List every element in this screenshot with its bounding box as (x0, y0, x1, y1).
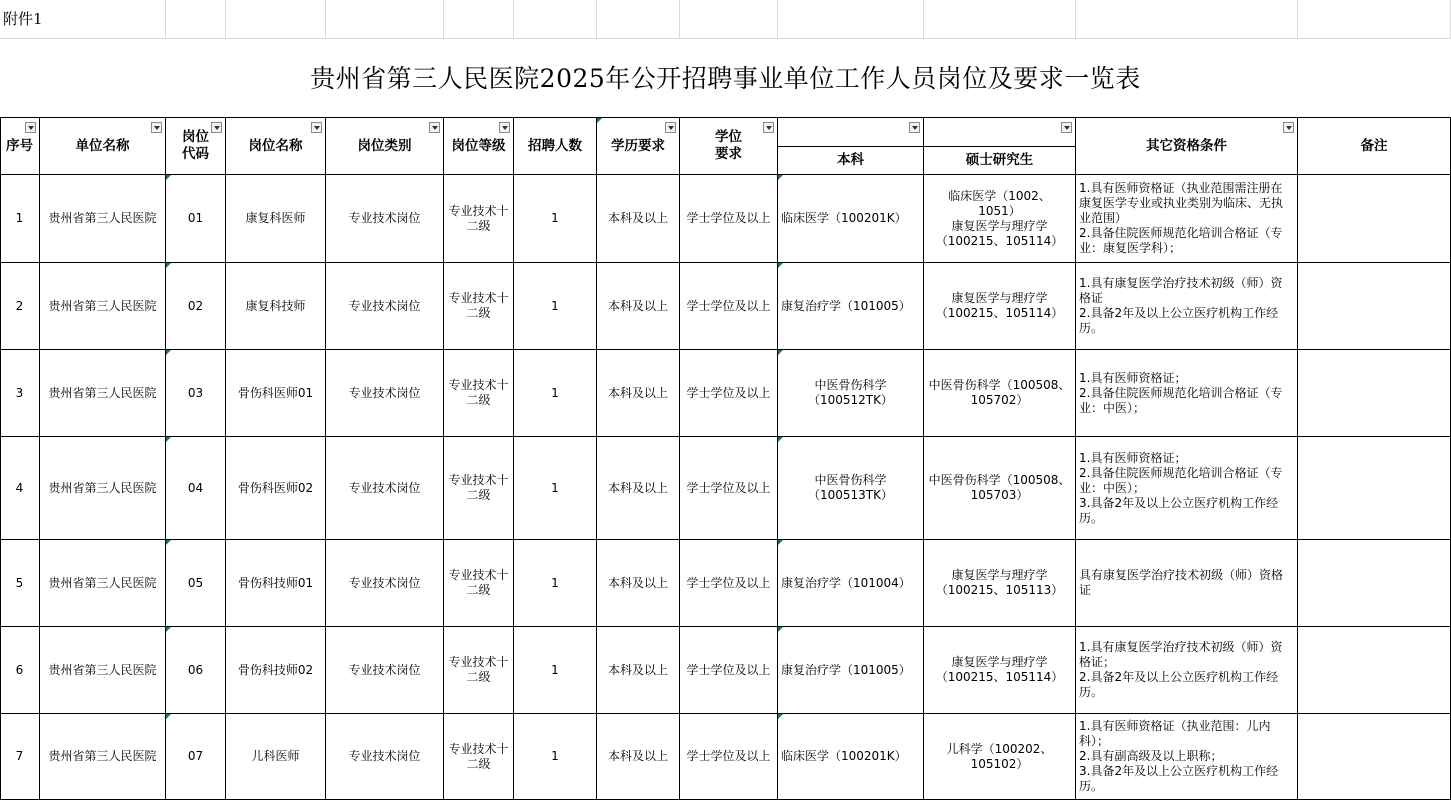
cell-major-undergrad[interactable] (778, 350, 924, 437)
cell-post-type-text: 专业技术岗位 (348, 385, 421, 400)
cell-remarks[interactable] (1298, 175, 1451, 263)
cell-unit[interactable] (40, 714, 166, 800)
cell-count[interactable] (514, 627, 597, 714)
header-count-text: 招聘人数 (528, 137, 582, 154)
header-unit-text: 单位名称 (75, 137, 130, 154)
cell-degree[interactable] (680, 627, 778, 714)
cell-major-master[interactable] (924, 437, 1076, 540)
header-education-text: 学历要求 (611, 137, 665, 154)
header-education[interactable] (597, 118, 680, 175)
cell-post-level[interactable] (444, 437, 514, 540)
cell-education-text: 本科及以上 (607, 385, 668, 400)
cell-other-text: 1.具有康复医学治疗技术初级（师）资格证； 2.具备2年及以上公立医疗机构工作经历。 (1079, 640, 1283, 699)
cell-count[interactable] (514, 175, 597, 263)
cell-count[interactable] (514, 437, 597, 540)
empty-cell[interactable] (444, 0, 514, 39)
page-title[interactable] (0, 39, 1451, 118)
cell-degree-text: 学士学位及以上 (686, 480, 771, 495)
cell-code-text: 01 (187, 211, 204, 225)
filter-dropdown-icon[interactable] (1283, 122, 1294, 133)
cell-post-name-text: 康复科医师 (245, 211, 306, 225)
cell-major-undergrad-text: 中医骨伤科学（100512TK） (807, 378, 893, 407)
cell-other[interactable] (1076, 263, 1298, 350)
cell-major-undergrad[interactable] (778, 540, 924, 627)
cell-major-master[interactable] (924, 350, 1076, 437)
cell-seq[interactable] (0, 263, 40, 350)
cell-remarks[interactable] (1298, 350, 1451, 437)
cell-seq-text: 4 (15, 480, 24, 495)
cell-remarks[interactable] (1298, 263, 1451, 350)
cell-post-type[interactable] (326, 540, 444, 627)
cell-unit[interactable] (40, 175, 166, 263)
cell-degree[interactable] (680, 540, 778, 627)
filter-dropdown-icon[interactable] (211, 122, 222, 133)
header-remarks-text: 备注 (1360, 137, 1388, 154)
cell-post-type-text: 专业技术岗位 (348, 298, 421, 313)
cell-post-name[interactable] (226, 263, 326, 350)
cell-other-text: 1.具有医师资格证； 2.具备住院医师规范化培训合格证（专业：中医）； (1079, 370, 1283, 415)
cell-degree-text: 学士学位及以上 (686, 385, 771, 400)
cell-code-text: 02 (187, 298, 204, 313)
header-post-type-text: 岗位类别 (357, 137, 412, 154)
cell-major-master-text: 康复医学与理疗学（100215、105114） (935, 655, 1064, 684)
cell-unit-text: 贵州省第三人民医院 (48, 575, 157, 590)
cell-post-level[interactable] (444, 714, 514, 800)
cell-post-type-text: 专业技术岗位 (348, 480, 421, 495)
cell-major-master[interactable] (924, 175, 1076, 263)
cell-note-marker-icon (778, 437, 783, 442)
cell-other-text: 1.具有康复医学治疗技术初级（师）资格证 2.具备2年及以上公立医疗机构工作经历。 (1079, 276, 1283, 335)
cell-post-level-text: 专业技术十二级 (448, 568, 509, 597)
cell-post-level[interactable] (444, 263, 514, 350)
cell-post-type-text: 专业技术岗位 (348, 211, 421, 225)
cell-post-type-text: 专业技术岗位 (348, 575, 421, 590)
header-major-master[interactable] (924, 147, 1076, 175)
cell-post-level-text: 专业技术十二级 (448, 203, 509, 233)
cell-major-undergrad-text: 中医骨伤科学（100513TK） (807, 473, 893, 502)
cell-count-text: 1 (551, 575, 559, 590)
header-remarks[interactable] (1298, 118, 1451, 175)
cell-post-level-text: 专业技术十二级 (448, 473, 509, 502)
cell-post-type[interactable] (326, 627, 444, 714)
cell-other-text: 1.具有医师资格证； 2.具备住院医师规范化培训合格证（专业：中医）； 3.具备2年及以上公立医疗机构工作经历。 (1079, 450, 1283, 525)
filter-dropdown-icon[interactable] (665, 122, 676, 133)
cell-post-name-text: 骨伤科医师02 (237, 480, 314, 495)
cell-note-marker-icon (778, 627, 783, 632)
header-major-master-blank[interactable] (924, 118, 1076, 147)
cell-degree-text: 学士学位及以上 (686, 662, 771, 677)
cell-count[interactable] (514, 263, 597, 350)
filter-dropdown-icon[interactable] (763, 122, 774, 133)
cell-post-name-text: 儿科医师 (251, 749, 300, 763)
empty-cell[interactable] (1076, 0, 1298, 39)
cell-major-undergrad-text: 康复治疗学（101004） (781, 575, 911, 590)
cell-unit[interactable] (40, 263, 166, 350)
cell-degree-text: 学士学位及以上 (686, 298, 771, 313)
cell-post-type[interactable] (326, 175, 444, 263)
cell-code[interactable] (166, 350, 226, 437)
cell-count-text: 1 (551, 385, 559, 400)
cell-post-name[interactable] (226, 437, 326, 540)
header-degree-text: 学位 要求 (715, 129, 742, 162)
cell-major-master[interactable] (924, 540, 1076, 627)
cell-education-text: 本科及以上 (607, 662, 668, 677)
cell-major-master-text: 临床医学（1002、1051） 康复医学与理疗学（100215、105114） (935, 188, 1064, 248)
header-code-text: 岗位 代码 (182, 129, 209, 162)
empty-cell[interactable] (326, 0, 444, 39)
cell-other[interactable] (1076, 175, 1298, 263)
cell-degree[interactable] (680, 714, 778, 800)
cell-post-name[interactable] (226, 175, 326, 263)
cell-education-text: 本科及以上 (607, 749, 668, 763)
cell-seq-text: 7 (15, 749, 24, 763)
cell-major-master-text: 中医骨伤科学（100508、105703） (928, 473, 1071, 502)
header-post-name-text: 岗位名称 (248, 137, 303, 154)
cell-note-marker-icon (778, 350, 783, 355)
cell-code[interactable] (166, 175, 226, 263)
cell-seq-text: 6 (15, 662, 24, 677)
cell-post-name-text: 康复科技师 (245, 298, 306, 313)
cell-other[interactable] (1076, 714, 1298, 800)
empty-cell[interactable] (924, 0, 1076, 39)
cell-degree-text: 学士学位及以上 (686, 211, 771, 225)
cell-unit[interactable] (40, 350, 166, 437)
cell-other-text: 1.具有医师资格证（执业范围：儿内科）； 2.具有副高级及以上职称； 3.具备2年及以上公立医疗机构工作经历。 (1079, 719, 1279, 793)
cell-unit-text: 贵州省第三人民医院 (48, 749, 157, 763)
cell-note-marker-icon (166, 175, 171, 180)
cell-education[interactable] (597, 350, 680, 437)
cell-note-marker-icon (166, 263, 171, 268)
cell-code-text: 05 (187, 575, 204, 590)
cell-remarks[interactable] (1298, 540, 1451, 627)
cell-major-undergrad-text: 临床医学（100201K） (781, 749, 907, 763)
page-title-text: 贵州省第三人民医院2025年公开招聘事业单位工作人员岗位及要求一览表 (310, 63, 1141, 93)
cell-education-text: 本科及以上 (607, 480, 668, 495)
empty-cell[interactable] (226, 0, 326, 39)
cell-post-name[interactable] (226, 627, 326, 714)
cell-count-text: 1 (551, 749, 559, 763)
cell-major-undergrad-text: 康复治疗学（101005） (781, 662, 911, 677)
cell-remarks[interactable] (1298, 627, 1451, 714)
filter-dropdown-icon[interactable] (25, 122, 36, 133)
header-count[interactable] (514, 118, 597, 175)
cell-other[interactable] (1076, 350, 1298, 437)
filter-dropdown-icon[interactable] (499, 122, 510, 133)
cell-post-level[interactable] (444, 350, 514, 437)
table-left-border (0, 118, 1, 800)
cell-unit-text: 贵州省第三人民医院 (48, 385, 157, 400)
cell-note-marker-icon (597, 118, 602, 123)
cell-count-text: 1 (551, 211, 559, 225)
cell-seq-text: 2 (15, 298, 24, 313)
cell-count[interactable] (514, 714, 597, 800)
cell-post-name-text: 骨伤科技师02 (237, 662, 314, 677)
cell-post-name[interactable] (226, 540, 326, 627)
cell-post-type-text: 专业技术岗位 (348, 749, 421, 763)
cell-education-text: 本科及以上 (607, 575, 668, 590)
cell-major-undergrad[interactable] (778, 714, 924, 800)
header-degree[interactable] (680, 118, 778, 175)
cell-degree[interactable] (680, 263, 778, 350)
cell-code-text: 06 (187, 662, 204, 677)
empty-cell[interactable] (680, 0, 778, 39)
cell-post-name[interactable] (226, 350, 326, 437)
cell-post-level-text: 专业技术十二级 (448, 741, 509, 771)
cell-remarks[interactable] (1298, 714, 1451, 800)
cell-seq-text: 3 (15, 385, 24, 400)
cell-major-master-text: 儿科学（100202、105102） (946, 741, 1053, 771)
cell-seq-text: 5 (15, 575, 24, 590)
cell-post-type[interactable] (326, 350, 444, 437)
cell-education-text: 本科及以上 (607, 211, 668, 225)
cell-post-type[interactable] (326, 437, 444, 540)
cell-code[interactable] (166, 627, 226, 714)
cell-major-undergrad[interactable] (778, 437, 924, 540)
cell-degree[interactable] (680, 350, 778, 437)
empty-cell[interactable] (597, 0, 680, 39)
cell-count-text: 1 (551, 662, 559, 677)
cell-education[interactable] (597, 437, 680, 540)
empty-cell[interactable] (778, 0, 924, 39)
cell-post-level-text: 专业技术十二级 (448, 291, 509, 320)
cell-major-master-text: 康复医学与理疗学（100215、105114） (935, 291, 1064, 320)
cell-degree[interactable] (680, 437, 778, 540)
empty-cell[interactable] (514, 0, 597, 39)
cell-code-text: 04 (187, 480, 204, 495)
cell-education-text: 本科及以上 (607, 298, 668, 313)
cell-note-marker-icon (778, 175, 783, 180)
cell-major-undergrad[interactable] (778, 627, 924, 714)
cell-major-master[interactable] (924, 627, 1076, 714)
cell-education[interactable] (597, 714, 680, 800)
cell-seq[interactable] (0, 437, 40, 540)
cell-unit-text: 贵州省第三人民医院 (48, 298, 157, 313)
cell-note-marker-icon (166, 714, 171, 719)
cell-post-level[interactable] (444, 175, 514, 263)
cell-unit-text: 贵州省第三人民医院 (48, 662, 157, 677)
header-major-master-text: 硕士研究生 (965, 152, 1034, 168)
cell-post-name-text: 骨伤科技师01 (237, 575, 314, 590)
cell-other-text: 具有康复医学治疗技术初级（师）资格证 (1079, 568, 1284, 597)
cell-unit-text: 贵州省第三人民医院 (48, 211, 157, 225)
cell-seq[interactable] (0, 175, 40, 263)
cell-note-marker-icon (166, 540, 171, 545)
header-major-undergrad-blank[interactable] (778, 118, 924, 147)
cell-post-type-text: 专业技术岗位 (348, 662, 421, 677)
cell-code-text: 07 (187, 749, 204, 763)
cell-other[interactable] (1076, 540, 1298, 627)
cell-major-undergrad-text: 康复治疗学（101005） (781, 298, 911, 313)
cell-seq[interactable] (0, 714, 40, 800)
cell-major-master[interactable] (924, 263, 1076, 350)
cell-unit[interactable] (40, 437, 166, 540)
cell-major-undergrad-text: 临床医学（100201K） (781, 211, 907, 225)
filter-dropdown-icon[interactable] (429, 122, 440, 133)
annex-label-text: 附件1 (3, 9, 43, 28)
cell-note-marker-icon (778, 540, 783, 545)
cell-code[interactable] (166, 263, 226, 350)
cell-other-text: 1.具有医师资格证（执业范围需注册在康复医学专业或执业类别为临床、无执业范围） 2.具备住院医师规范化培训合格证（专业：康复医学科）； (1079, 181, 1284, 255)
empty-cell[interactable] (166, 0, 226, 39)
cell-code[interactable] (166, 540, 226, 627)
header-post-level-text: 岗位等级 (451, 137, 506, 154)
cell-count[interactable] (514, 540, 597, 627)
filter-dropdown-icon[interactable] (909, 122, 920, 133)
cell-major-master-text: 中医骨伤科学（100508、105702） (928, 378, 1071, 407)
cell-major-undergrad[interactable] (778, 175, 924, 263)
header-unit[interactable] (40, 118, 166, 175)
cell-seq[interactable] (0, 627, 40, 714)
cell-unit[interactable] (40, 627, 166, 714)
cell-note-marker-icon (166, 627, 171, 632)
cell-count-text: 1 (551, 480, 559, 495)
cell-count[interactable] (514, 350, 597, 437)
cell-post-type[interactable] (326, 263, 444, 350)
header-other-text: 其它资格条件 (1146, 137, 1227, 154)
filter-dropdown-icon[interactable] (151, 122, 162, 133)
cell-post-name[interactable] (226, 714, 326, 800)
header-seq[interactable] (0, 118, 40, 175)
cell-major-master[interactable] (924, 714, 1076, 800)
cell-post-type[interactable] (326, 714, 444, 800)
cell-code-text: 03 (187, 385, 204, 400)
annex-label[interactable] (0, 0, 166, 39)
header-code[interactable] (166, 118, 226, 175)
header-major-undergrad[interactable] (778, 147, 924, 175)
cell-major-undergrad[interactable] (778, 263, 924, 350)
cell-code[interactable] (166, 714, 226, 800)
cell-other[interactable] (1076, 437, 1298, 540)
cell-education[interactable] (597, 540, 680, 627)
cell-seq[interactable] (0, 350, 40, 437)
cell-major-master-text: 康复医学与理疗学（100215、105113） (935, 568, 1064, 597)
cell-unit[interactable] (40, 540, 166, 627)
cell-unit-text: 贵州省第三人民医院 (48, 480, 157, 495)
cell-note-marker-icon (166, 350, 171, 355)
cell-degree[interactable] (680, 175, 778, 263)
filter-dropdown-icon[interactable] (311, 122, 322, 133)
cell-degree-text: 学士学位及以上 (686, 749, 771, 763)
cell-education[interactable] (597, 263, 680, 350)
cell-degree-text: 学士学位及以上 (686, 575, 771, 590)
header-post-name[interactable] (226, 118, 326, 175)
header-post-type[interactable] (326, 118, 444, 175)
header-major-undergrad-text: 本科 (837, 152, 864, 168)
cell-post-name-text: 骨伤科医师01 (237, 385, 314, 400)
cell-seq-text: 1 (15, 211, 24, 225)
cell-education[interactable] (597, 627, 680, 714)
cell-remarks[interactable] (1298, 437, 1451, 540)
empty-cell[interactable] (1298, 0, 1451, 39)
cell-count-text: 1 (551, 298, 559, 313)
cell-post-level-text: 专业技术十二级 (448, 655, 509, 684)
cell-code[interactable] (166, 437, 226, 540)
cell-note-marker-icon (778, 714, 783, 719)
cell-note-marker-icon (778, 263, 783, 268)
header-seq-text: 序号 (6, 137, 33, 154)
cell-post-level-text: 专业技术十二级 (448, 378, 509, 407)
header-post-level[interactable] (444, 118, 514, 175)
cell-post-level[interactable] (444, 627, 514, 714)
cell-note-marker-icon (166, 437, 171, 442)
header-other[interactable] (1076, 118, 1298, 175)
cell-post-level[interactable] (444, 540, 514, 627)
cell-other[interactable] (1076, 627, 1298, 714)
filter-dropdown-icon[interactable] (1061, 122, 1072, 133)
cell-seq[interactable] (0, 540, 40, 627)
cell-education[interactable] (597, 175, 680, 263)
